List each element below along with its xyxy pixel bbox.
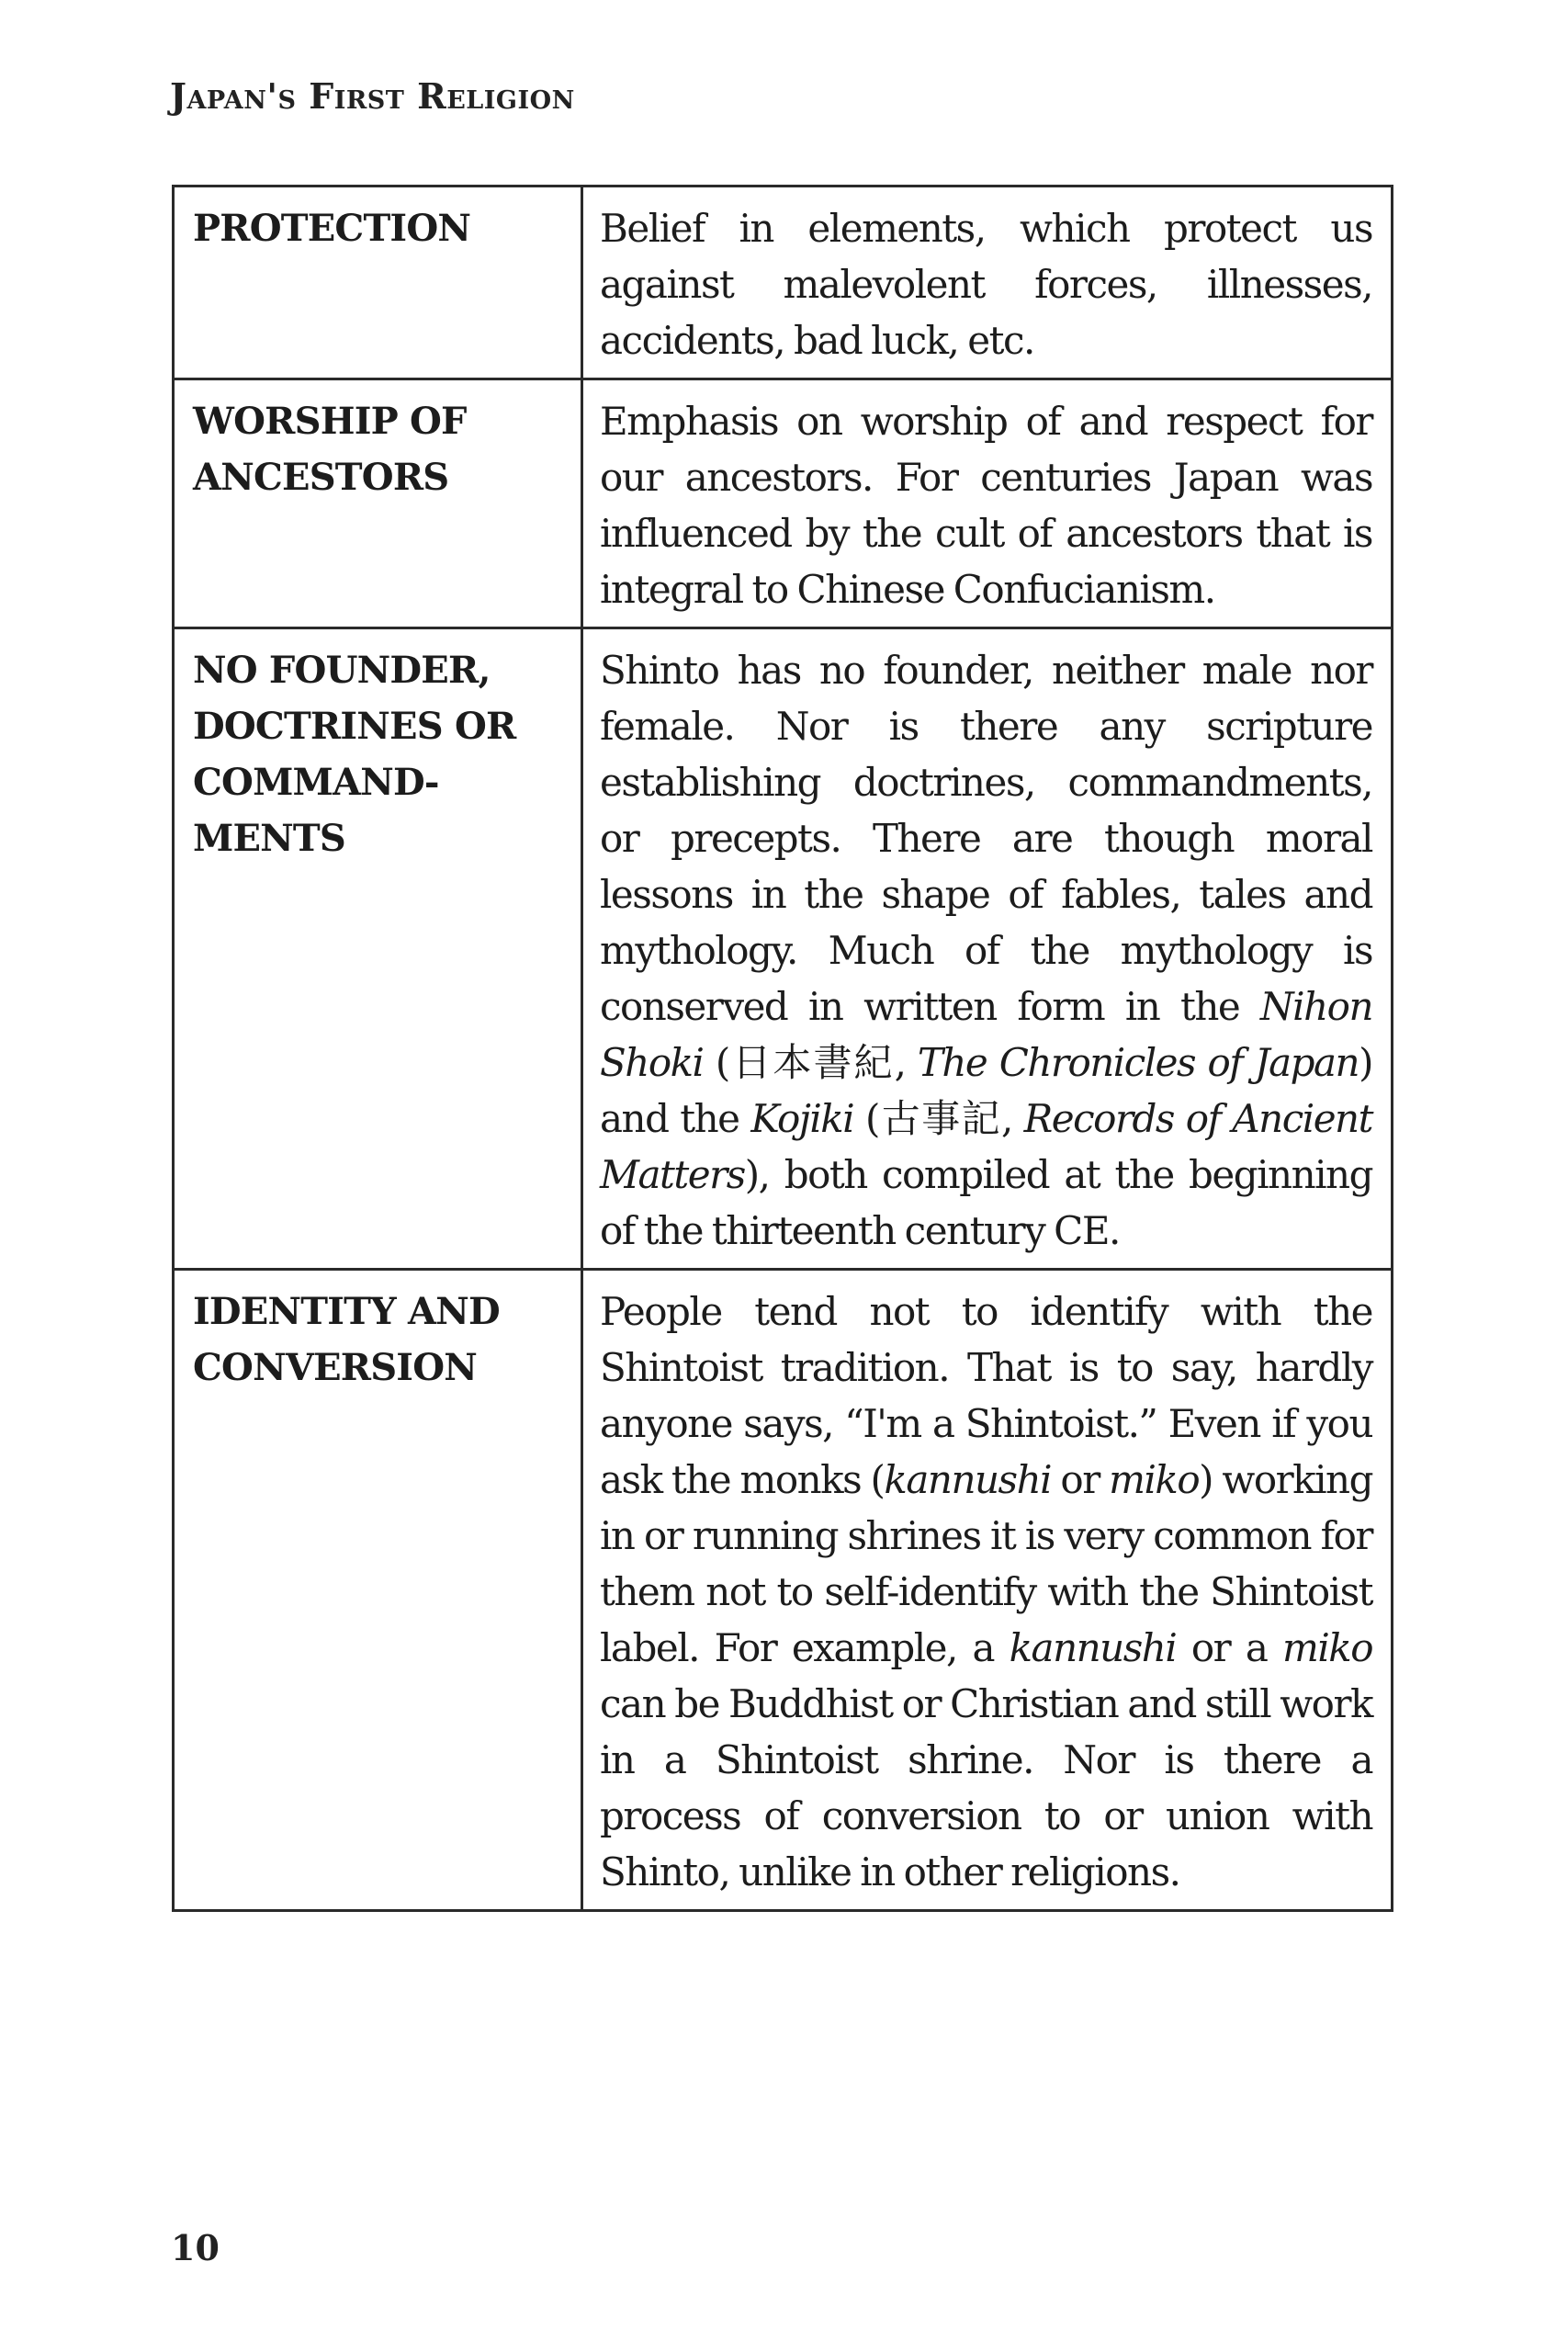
description-cell: Shinto has no founder, neither male nor female. Nor is there any scripture establishing doctrines, commandments, or precepts. There are though moral lessons in the shape of fables, tales and mythology. Much of the mythology is conserved in written form in the Nihon Shoki (日本書紀, The Chronicles of Japan) and the Kojiki (古事記, Records of Ancient Matters), both compiled at the beginning of the thirteenth century CE. xyxy=(582,628,1393,1270)
table-row xyxy=(174,628,1393,1270)
term-cell: WORSHIP OF ANCESTORS xyxy=(174,379,582,628)
italic-term: kannushi xyxy=(884,1457,1052,1502)
description-cell: Belief in elements, which protect us against malevolent forces, illnesses, accidents, bad luck, etc. xyxy=(582,187,1393,379)
italic-term: Kojiki xyxy=(750,1096,854,1141)
italic-term: miko xyxy=(1282,1625,1372,1670)
italic-term: kannushi xyxy=(1009,1625,1177,1670)
page-number: 10 xyxy=(171,2227,220,2268)
italic-term: Records of Ancient Matters xyxy=(600,1096,1372,1197)
table-row xyxy=(174,187,1393,379)
description-cell: Emphasis on worship of and respect for our ancestors. For centuries Japan was influenced by the cult of ancestors that is integral to Chinese Confucianism. xyxy=(582,379,1393,628)
table-row xyxy=(174,379,1393,628)
italic-term: Nihon Shoki xyxy=(600,984,1372,1085)
italic-term: miko xyxy=(1109,1457,1200,1502)
term-cell: NO FOUNDER, DOCTRINES OR COMMANDMENTS xyxy=(174,628,582,1270)
italic-term: The Chronicles of Japan xyxy=(917,1040,1359,1085)
definitions-table xyxy=(172,185,1393,1912)
term-cell: IDENTITY AND CONVERSION xyxy=(174,1270,582,1911)
running-head: Japan's First Religion xyxy=(170,75,575,117)
term-cell: PROTECTION xyxy=(174,187,582,379)
description-cell: People tend not to identify with the Shintoist tradition. That is to say, hardly anyone says, “I'm a Shintoist.” Even if you ask the monks (kannushi or miko) working in or running shrines it is very common for them not to self-identify with the Shintoist label. For example, a kannushi or a miko can be Buddhist or Christian and still work in a Shintoist shrine. Nor is there a process of conversion to or union with Shinto, unlike in other religions. xyxy=(582,1270,1393,1911)
table-row xyxy=(174,1270,1393,1911)
